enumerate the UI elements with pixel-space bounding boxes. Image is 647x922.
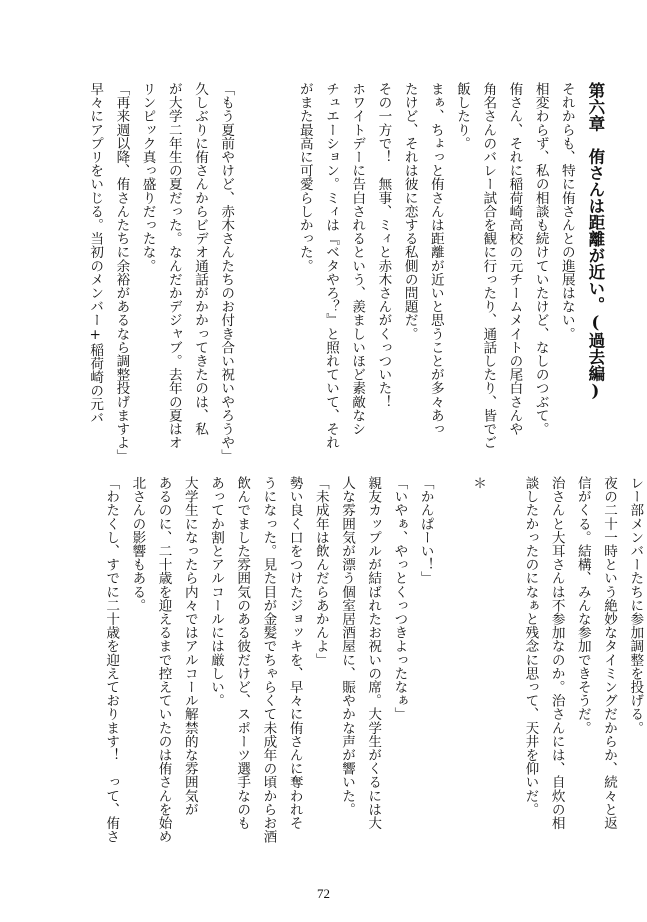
blank-column <box>239 82 265 462</box>
text-column: 「わたくし、すでに二十歳を迎えております！ って、侑さ <box>103 476 120 844</box>
text-column: 「いやぁ、やっとくっつきよったなぁ」 <box>391 476 408 721</box>
blank-column <box>265 82 291 462</box>
text-column: 信がくる。結構、みんな参加できそうだ。 <box>574 476 591 735</box>
chapter-title: 第六章 侑さんは距離が近い。(過去編) <box>585 82 605 401</box>
text-column: 「かんぱーい！」 <box>417 476 434 585</box>
text-column: 「再来週以降、侑さんたちに余裕があるなら調整投げますよ」 <box>113 82 130 463</box>
text-column: 飲んでました雰囲気のある彼だけど、スポーツ選手なのも <box>234 476 251 830</box>
text-column: リンピック真っ盛りだったな。 <box>139 82 156 273</box>
text-column: その一方で！ 無事、ミィと赤木さんがくっついた！ <box>375 82 392 409</box>
text-column: 相変わらず、私の相談も続けていたけど、なしのつぶて。 <box>532 82 549 436</box>
text-column: あってか割とアルコールには厳しい。 <box>208 476 225 708</box>
text-column: 「未成年は飲んだらあかんよ」 <box>312 476 329 667</box>
text-column: 角名さんのバレー試合を観に行ったり、通話したり、皆でご <box>480 82 497 450</box>
text-column: レー部メンバーたちに参加調整を投げる。 <box>627 476 644 735</box>
top-text-block <box>82 82 610 462</box>
text-column: 「もう夏前やけど、赤木さんたちのお付き合い祝いやろうや」 <box>218 82 235 463</box>
bottom-text-block <box>98 476 647 846</box>
text-column: 夜の二十一時という絶妙なタイミングだからか、続々と返 <box>601 476 618 830</box>
text-column: ホワイトデーに告白されるという、羨ましいほど素敵なシ <box>349 82 366 436</box>
text-column: まぁ、ちょっと侑さんは距離が近いと思うことが多々あっ <box>427 82 444 436</box>
page-number: 72 <box>317 886 330 901</box>
blank-column <box>439 476 465 846</box>
text-column: あるのに、二十歳を迎えるまで控えていたのは侑さんを始め <box>155 476 172 844</box>
text-column: 治さんと大耳さんは不参加なのか。治さんには、自炊の相 <box>548 476 565 830</box>
text-column: 飯したり。 <box>454 82 471 150</box>
text-column: それからも、特に侑さんとの進展はない。 <box>558 82 575 341</box>
text-column: チュエーション。ミィは『ベタやろ？』と照れていて、それ <box>323 82 340 450</box>
text-column: 久しぶりに侑さんからビデオ通話がかかってきたのは、私 <box>192 82 209 436</box>
text-column: が大学二年生の夏だった。なんだかデジャブ。去年の夏はオ <box>165 82 182 450</box>
text-column: 人な雰囲気が漂う個室居酒屋に、賑やかな声が響いた。 <box>339 476 356 816</box>
text-column: たけど、それは彼に恋する私側の問題だ。 <box>401 82 418 341</box>
text-column: 侑さん、それに稲荷崎高校の元チームメイトの尾白さんや <box>506 82 523 436</box>
text-column: 親友カップルが結ばれたお祝いの席。大学生がくるには大 <box>365 476 382 830</box>
text-column: 北さんの影響もある。 <box>129 476 146 612</box>
text-column: 早々にアプリをいじる。当初のメンバー+稲荷崎の元バ <box>87 82 104 425</box>
text-column: うになった。見た目が金髪でちゃらくて未成年の頃からお酒 <box>260 476 277 844</box>
text-column: 大学生になったら内々ではアルコール解禁的な雰囲気が <box>181 476 198 816</box>
text-column: がまた最高に可愛らしかった。 <box>296 82 313 273</box>
blank-column <box>491 476 517 846</box>
section-break-asterisk: ＊ <box>470 476 487 490</box>
text-column: 勢い良く口をつけたジョッキを、早々に侑さんに奪われそ <box>286 476 303 830</box>
text-column: 談したかったのになぁと残念に思って、天井を仰いだ。 <box>522 476 539 816</box>
